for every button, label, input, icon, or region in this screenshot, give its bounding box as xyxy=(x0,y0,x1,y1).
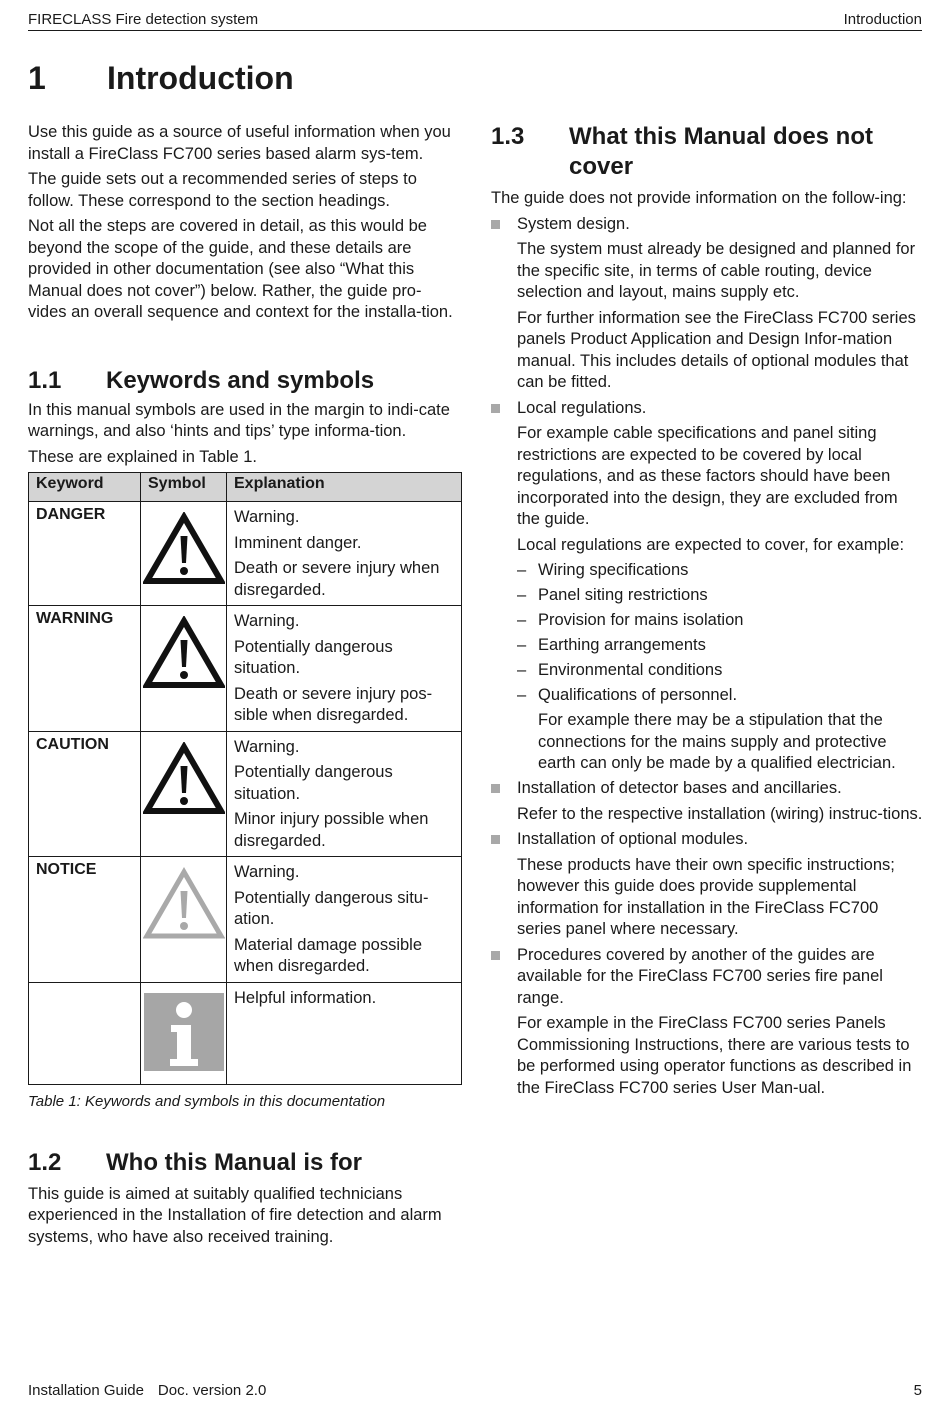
running-header xyxy=(28,10,922,31)
caution-triangle-icon xyxy=(143,742,225,816)
explanation-line: Warning. xyxy=(234,737,300,756)
keyword-cell: NOTICE xyxy=(29,857,141,983)
sublist-item: – Earthing arrangements xyxy=(517,635,923,657)
exclusions-list xyxy=(491,214,923,1100)
explanation-line: Warning. xyxy=(234,612,300,630)
section-title: Keywords and symbols xyxy=(106,366,375,394)
warning-triangle-icon xyxy=(143,616,225,690)
list-item xyxy=(491,829,923,941)
sublist-item-text: Qualifications of personnel. xyxy=(538,686,738,704)
list-item-paragraph: For further information see the FireClass FC700 series panels Product Application and Design Infor-mation manual. This includes details of optional modules that can be fitted. xyxy=(517,308,916,391)
footer-doc-title: Installation Guide xyxy=(28,1382,144,1399)
keyword-cell: CAUTION xyxy=(29,731,141,857)
list-item-paragraph: These products have their own specific instructions; however this guide does provide supplemental information for installation in the FireClass FC700 series panel where necessary. xyxy=(517,855,895,938)
sublist-item: – Environmental conditions xyxy=(517,660,923,682)
table-caption: Table 1: Keywords and symbols in this documentation xyxy=(28,1092,386,1110)
list-item-lead: Installation of optional modules. xyxy=(517,830,749,848)
sublist-item: – Qualifications of personnel. For example there may be a stipulation that the connections for the mains supply and protective earth can only be made by a qualified electrician. xyxy=(517,685,923,775)
regulations-sublist xyxy=(517,560,923,775)
bullet-square-icon xyxy=(491,784,500,793)
list-item xyxy=(491,214,923,394)
list-item-paragraph: The system must already be designed and planned for the specific site, in terms of cable routing, device selection and layout, mains supply etc. xyxy=(517,240,916,301)
table-row xyxy=(29,731,462,857)
explanation-line: Death or severe injury pos-sible when disregarded. xyxy=(234,684,433,724)
bullet-square-icon xyxy=(491,220,500,229)
explanation-cell xyxy=(227,606,462,732)
intro-paragraph: Use this guide as a source of useful information when you install a FireClass FC700 series based alarm sys-tem. xyxy=(28,123,451,163)
sublist-item-note: For example there may be a stipulation that the connections for the mains supply and protective earth can only be made by a qualified electrician. xyxy=(538,711,896,772)
left-column xyxy=(28,122,458,1252)
chapter-title-text: Introduction xyxy=(107,60,294,96)
list-item-paragraph: For example cable specifications and panel siting restrictions are expected to be covered by local regulations, and as these factors should have been incorporated into the design, they are excluded from the guide. xyxy=(517,424,898,528)
explanation-line: Warning. xyxy=(234,508,300,526)
explanation-line: Imminent danger. xyxy=(234,533,362,552)
notice-triangle-icon xyxy=(143,867,225,941)
section-heading-1-1 xyxy=(28,366,458,396)
section-number: 1.2 xyxy=(28,1148,62,1176)
explanation-cell xyxy=(227,731,462,857)
section-paragraph: This guide is aimed at suitably qualified technicians experienced in the Installation of fire detection and alarm systems, who have also received training. xyxy=(28,1184,442,1246)
bullet-square-icon xyxy=(491,404,500,413)
explanation-line: Warning. xyxy=(234,863,300,881)
keyword-cell: DANGER xyxy=(29,502,141,606)
intro-paragraph: The guide sets out a recommended series of steps to follow. These correspond to the section headings. xyxy=(28,170,417,210)
list-item-lead: System design. xyxy=(517,214,630,233)
table-header-row xyxy=(29,473,462,502)
section-heading-1-3 xyxy=(491,122,923,182)
explanation-line: Death or severe injury when disregarded. xyxy=(234,559,440,599)
column-header-keyword: Keyword xyxy=(29,473,141,502)
header-product: FIRECLASS Fire detection system xyxy=(28,11,259,28)
list-item-lead: Procedures covered by another of the guides are available for the FireClass FC700 series fire panel range. xyxy=(517,945,883,1007)
list-item-paragraph: For example in the FireClass FC700 series Panels Commissioning Instructions, there are various tests to be performed using operator functions as described in the FireClass FC700 series User Man-ual. xyxy=(517,1014,912,1097)
explanation-cell xyxy=(227,502,462,606)
list-item xyxy=(491,398,923,775)
keywords-table xyxy=(28,472,462,1085)
section-title: Who this Manual is for xyxy=(106,1148,362,1176)
bullet-square-icon xyxy=(491,951,500,960)
sublist-item: – Panel siting restrictions xyxy=(517,585,923,607)
section-number: 1.3 xyxy=(491,123,525,150)
keyword-cell: WARNING xyxy=(29,606,141,732)
list-item-lead: Installation of detector bases and ancillaries. xyxy=(517,779,842,797)
explanation-line: Minor injury possible when disregarded. xyxy=(234,810,429,850)
sublist-item-text: Earthing arrangements xyxy=(538,636,706,654)
column-header-symbol: Symbol xyxy=(141,473,227,502)
footer-doc-version: Doc. version 2.0 xyxy=(157,1382,267,1399)
sublist-item-text: Wiring specifications xyxy=(538,561,689,579)
column-header-explanation: Explanation xyxy=(227,473,462,502)
sublist-item: – Wiring specifications xyxy=(517,560,923,582)
explanation-cell xyxy=(227,982,462,1084)
header-section: Introduction xyxy=(843,11,922,28)
explanation-line: Potentially dangerous situation. xyxy=(234,763,393,803)
section-heading-1-2 xyxy=(28,1148,458,1178)
chapter-number: 1 xyxy=(28,60,46,96)
list-item-paragraph: Local regulations are expected to cover, for example: xyxy=(517,535,905,554)
explanation-line: Material damage possible when disregarded. xyxy=(234,935,423,975)
bullet-square-icon xyxy=(491,835,500,844)
sublist-item-text: Environmental conditions xyxy=(538,661,723,679)
table-row xyxy=(29,982,462,1084)
section-number: 1.1 xyxy=(28,366,62,394)
explanation-line: Helpful information. xyxy=(234,988,377,1007)
table-row xyxy=(29,502,462,606)
sublist-item: – Provision for mains isolation xyxy=(517,610,923,632)
intro-paragraph: Not all the steps are covered in detail, as this would be beyond the scope of the guide, and these details are provided in other documentation (see also “What this Manual does not cover”) below. Rather, the guide pro-vides an overall sequence and context for the installa-tion. xyxy=(28,217,453,321)
info-icon xyxy=(144,993,224,1071)
keyword-cell xyxy=(29,982,141,1084)
sublist-item-text: Panel siting restrictions xyxy=(538,586,708,604)
right-column xyxy=(491,122,923,1103)
section-paragraph: The guide does not provide information on the follow-ing: xyxy=(491,189,907,207)
explanation-line: Potentially dangerous situation. xyxy=(234,637,393,677)
list-item-paragraph: Refer to the respective installation (wiring) instruc-tions. xyxy=(517,804,923,823)
table-row xyxy=(29,606,462,732)
danger-warning-triangle-icon xyxy=(143,512,225,586)
table-row xyxy=(29,857,462,983)
section-paragraph: These are explained in Table 1. xyxy=(28,447,258,466)
list-item xyxy=(491,778,923,825)
chapter-title xyxy=(28,60,294,97)
list-item xyxy=(491,945,923,1100)
section-paragraph: In this manual symbols are used in the margin to indi-cate warnings, and also ‘hints and tips’ type informa-tion. xyxy=(28,400,450,440)
list-item-lead: Local regulations. xyxy=(517,398,647,417)
explanation-cell xyxy=(227,857,462,983)
explanation-line: Potentially dangerous situ-ation. xyxy=(234,888,429,928)
page-number: 5 xyxy=(913,1382,922,1399)
running-footer xyxy=(28,1382,922,1399)
sublist-item-text: Provision for mains isolation xyxy=(538,611,744,629)
section-title: What this Manual does not cover xyxy=(569,123,873,180)
